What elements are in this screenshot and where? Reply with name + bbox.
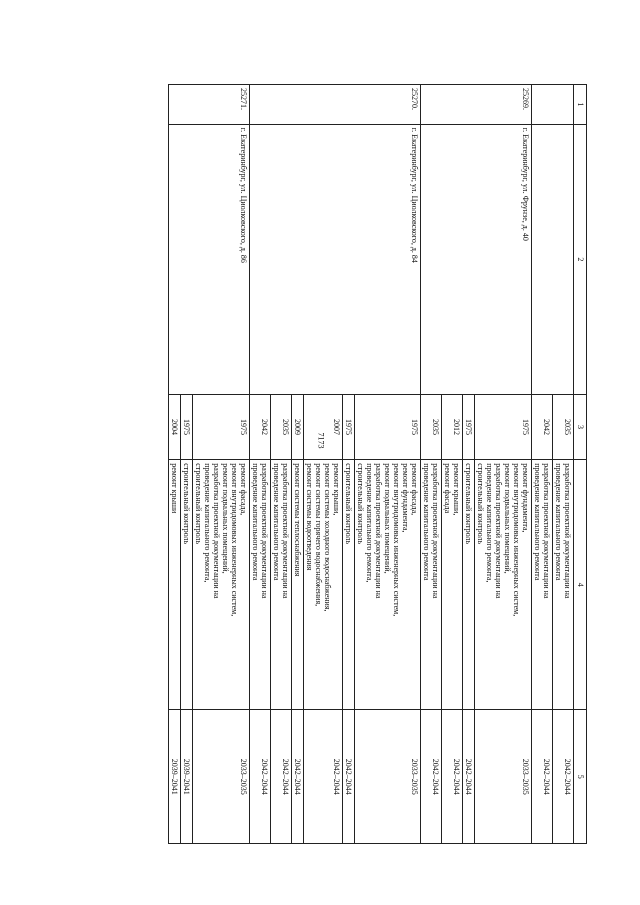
work-item: ремонт внутридомовых инженерных систем, (392, 463, 401, 617)
house-number: 25270. (410, 88, 419, 110)
column-header-5: 5 (574, 710, 587, 844)
house-address: г. Екатеринбург, ул. Циолковского, д. 84 (410, 127, 419, 263)
house-number-cell (421, 85, 532, 125)
works-cell (532, 460, 553, 710)
period-cell: 2042–2044 (343, 710, 355, 844)
work-item: разработка проектной документации на (260, 463, 269, 599)
period-cell: 2042–2044 (271, 710, 292, 844)
work-item: разработка проектной документации на (212, 463, 221, 599)
period-cell: 2042–2044 (553, 710, 574, 844)
works-cell (355, 460, 421, 710)
column-number-row (574, 85, 587, 844)
period-cell: 2042–2044 (250, 710, 271, 844)
work-item: строительный контроль (356, 463, 365, 545)
works-cell (292, 460, 304, 710)
work-item: проведение капитального ремонта (554, 463, 563, 581)
work-item: разработка проектной документации на (494, 463, 503, 599)
work-item: ремонт системы холодного водоснабжения, (323, 463, 332, 612)
work-item: строительный контроль (182, 463, 191, 545)
column-header-1: 1 (574, 85, 587, 125)
period-cell: 2033–2035 (355, 710, 421, 844)
house-number: 25269. (521, 88, 530, 110)
works-cell (250, 460, 271, 710)
work-item: ремонт подвальных помещений, (383, 463, 392, 574)
work-item: ремонт внутридомовых инженерных систем, (512, 463, 521, 617)
house-address: г. Екатеринбург, ул. Циолковского, д. 86 (239, 127, 248, 263)
works-cell (304, 460, 343, 710)
work-item: ремонт крыши, (452, 463, 461, 516)
work-item: проведение капитального ремонта, (365, 463, 374, 583)
year-cell: 1975 (463, 394, 475, 459)
period-cell: 2039–2041 (169, 710, 181, 844)
work-item: разработка проектной документации на (431, 463, 440, 599)
work-item: ремонт фасада (443, 463, 452, 514)
house-number: 25271. (239, 88, 248, 110)
work-item: ремонт системы теплоснабжения (293, 463, 302, 577)
table-row (355, 85, 421, 844)
address-cell (250, 124, 421, 394)
table-row (475, 85, 532, 844)
works-cell (343, 460, 355, 710)
house-number-cell (532, 85, 574, 125)
year-cell: 2042 (532, 394, 553, 459)
work-item: проведение капитального ремонта (422, 463, 431, 581)
year-cell: 2007 (304, 394, 343, 459)
column-header-2: 2 (574, 124, 587, 394)
repair-schedule-table (168, 84, 587, 844)
work-item: строительный контроль (194, 463, 203, 545)
works-cell (553, 460, 574, 710)
house-number-cell (169, 85, 250, 125)
address-cell (421, 124, 532, 394)
work-item: ремонт фундамента, (521, 463, 530, 533)
period-cell: 2033–2035 (475, 710, 532, 844)
year-cell: 1975 (343, 394, 355, 459)
year-cell: 1975 (193, 394, 250, 459)
work-item: ремонт крыши (170, 463, 179, 514)
year-cell: 1975 (475, 394, 532, 459)
work-item: проведение капитального ремонта (533, 463, 542, 581)
page-number: 7173 (316, 432, 326, 449)
period-cell: 2039–2041 (181, 710, 193, 844)
work-item: проведение капитального ремонта (272, 463, 281, 581)
work-item: разработка проектной документации на (374, 463, 383, 599)
period-cell: 2042–2044 (463, 710, 475, 844)
year-cell: 2035 (553, 394, 574, 459)
work-item: ремонт подвальных помещений, (503, 463, 512, 574)
work-item: строительный контроль (344, 463, 353, 545)
work-item: ремонт фундамента, (401, 463, 410, 533)
period-cell: 2033–2035 (193, 710, 250, 844)
year-cell: 1975 (181, 394, 193, 459)
house-address: г. Екатеринбург, ул. Фрунзе, д. 40 (521, 127, 530, 241)
year-cell: 2012 (442, 394, 463, 459)
work-item: строительный контроль (464, 463, 473, 545)
work-item: разработка проектной документации на (281, 463, 290, 599)
table-body (169, 85, 574, 844)
year-cell: 2035 (271, 394, 292, 459)
period-cell: 2042–2044 (421, 710, 442, 844)
works-cell (271, 460, 292, 710)
works-cell (463, 460, 475, 710)
work-item: ремонт фасада, (410, 463, 419, 516)
work-item: проведение капитального ремонта, (485, 463, 494, 583)
column-header-4: 4 (574, 460, 587, 710)
works-cell (181, 460, 193, 710)
work-item: ремонт системы водоотведения (305, 463, 314, 571)
work-item: проведение капитального ремонта (251, 463, 260, 581)
period-cell: 2042–2044 (442, 710, 463, 844)
address-cell (532, 124, 574, 394)
works-cell (169, 460, 181, 710)
work-item: ремонт фасада, (239, 463, 248, 516)
rotated-table-container (53, 84, 587, 844)
address-cell (169, 124, 250, 394)
work-item: разработка проектной документации на (563, 463, 572, 599)
period-cell: 2042–2044 (304, 710, 343, 844)
year-cell: 2042 (250, 394, 271, 459)
works-cell (193, 460, 250, 710)
house-number-cell (250, 85, 421, 125)
column-header-3: 3 (574, 394, 587, 459)
year-cell: 2004 (169, 394, 181, 459)
works-cell (421, 460, 442, 710)
work-item: ремонт системы горячего водоснабжения, (314, 463, 323, 607)
period-cell: 2042–2044 (532, 710, 553, 844)
table-row (553, 85, 574, 844)
year-cell: 2009 (292, 394, 304, 459)
table-row (193, 85, 250, 844)
works-cell (442, 460, 463, 710)
year-cell: 2035 (421, 394, 442, 459)
works-cell (475, 460, 532, 710)
work-item: разработка проектной документации на (542, 463, 551, 599)
work-item: строительный контроль (476, 463, 485, 545)
work-item: ремонт внутридомовых инженерных систем, (230, 463, 239, 617)
year-cell: 1975 (355, 394, 421, 459)
work-item: ремонт крыши, (332, 463, 341, 516)
period-cell: 2042–2044 (292, 710, 304, 844)
work-item: проведение капитального ремонта, (203, 463, 212, 583)
work-item: ремонт подвальных помещений, (221, 463, 230, 574)
